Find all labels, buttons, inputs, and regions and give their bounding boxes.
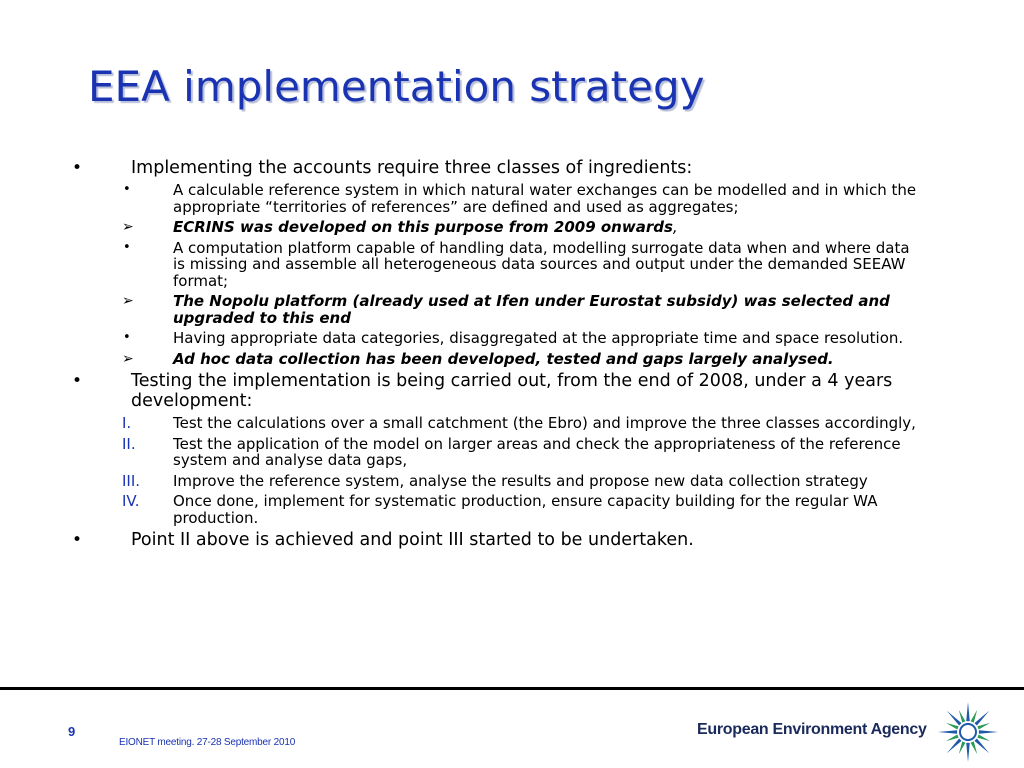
- sub-bullet-text: A computation platform capable of handling data, modelling surrogate data when and where data is missing and assemble all heterogeneous data sources and output under the demanded SEEAW format;: [173, 238, 910, 290]
- eea-logo-icon: [936, 700, 1000, 764]
- sub-bullet-text: Having appropriate data categories, disaggregated at the appropriate time and space resolution.: [173, 329, 904, 347]
- sub-bullet-item: [0, 436, 1024, 469]
- slide-body: [0, 158, 1024, 554]
- bullet-marker: •: [72, 530, 83, 550]
- sub-bullet-trailing: ,: [672, 218, 678, 236]
- sub-bullet-item: [0, 182, 1024, 215]
- slide-title: EEA implementation strategy: [88, 62, 705, 111]
- sub-bullet-marker: IV.: [122, 492, 140, 510]
- agency-name: European Environment Agency: [697, 721, 927, 738]
- sub-bullet-marker: I.: [122, 414, 132, 432]
- sub-bullet-text: ECRINS was developed on this purpose from 2009 onwards: [173, 218, 673, 236]
- arrow-bullet-icon: ➢: [122, 219, 134, 235]
- sub-bullet-text: A calculable reference system in which natural water exchanges can be modelled and in which the appropriate “territories of references” are defined and used as aggregates;: [173, 181, 917, 216]
- bullet-text: Testing the implementation is being carried out, from the end of 2008, under a 4 years development:: [131, 371, 893, 411]
- footer-meeting-text: EIONET meeting. 27-28 September 2010: [119, 737, 296, 748]
- sub-bullet-text: Ad hoc data collection has been developed, tested and gaps largely analysed.: [173, 349, 834, 368]
- sub-bullet-item: [0, 293, 1024, 326]
- sub-bullet-item: [0, 351, 1024, 368]
- bullet-text: Point II above is achieved and point III started to be undertaken.: [131, 530, 694, 550]
- sub-bullet-marker: •: [123, 182, 131, 197]
- sub-bullet-text: Test the application of the model on larger areas and check the appropriateness of the reference system and analyse data gaps,: [173, 434, 901, 469]
- sub-bullet-marker: •: [123, 330, 131, 345]
- sub-bullet-item: [0, 415, 1024, 432]
- page-number: 9: [68, 724, 76, 739]
- sub-bullet-marker: III.: [122, 471, 141, 490]
- sub-bullet-item: [0, 493, 1024, 526]
- footer-divider: [0, 687, 1024, 690]
- sub-bullet-item: [0, 219, 1024, 236]
- bullet-item: [0, 158, 1024, 178]
- sub-bullet-text: Once done, implement for systematic production, ensure capacity building for the regular WA production.: [173, 492, 878, 527]
- sub-bullet-text: The Nopolu platform (already used at Ifen under Eurostat subsidy) was selected and upgraded to this end: [173, 292, 890, 327]
- arrow-bullet-icon: ➢: [122, 293, 134, 309]
- sub-bullet-item: [0, 240, 1024, 290]
- sub-bullet-item: [0, 330, 1024, 347]
- sub-bullet-item: [0, 473, 1024, 490]
- bullet-marker: •: [72, 158, 83, 178]
- bullet-text: Implementing the accounts require three classes of ingredients:: [131, 158, 693, 178]
- bullet-item: [0, 371, 1024, 411]
- bullet-marker: •: [72, 371, 83, 391]
- arrow-bullet-icon: ➢: [122, 350, 134, 367]
- bullet-item: [0, 530, 1024, 550]
- sub-bullet-text: Improve the reference system, analyse the results and propose new data collection strategy: [173, 471, 868, 490]
- sub-bullet-marker: •: [123, 239, 131, 255]
- sub-bullet-text: Test the calculations over a small catchment (the Ebro) and improve the three classes accordingly,: [173, 414, 916, 432]
- sub-bullet-marker: II.: [122, 434, 136, 453]
